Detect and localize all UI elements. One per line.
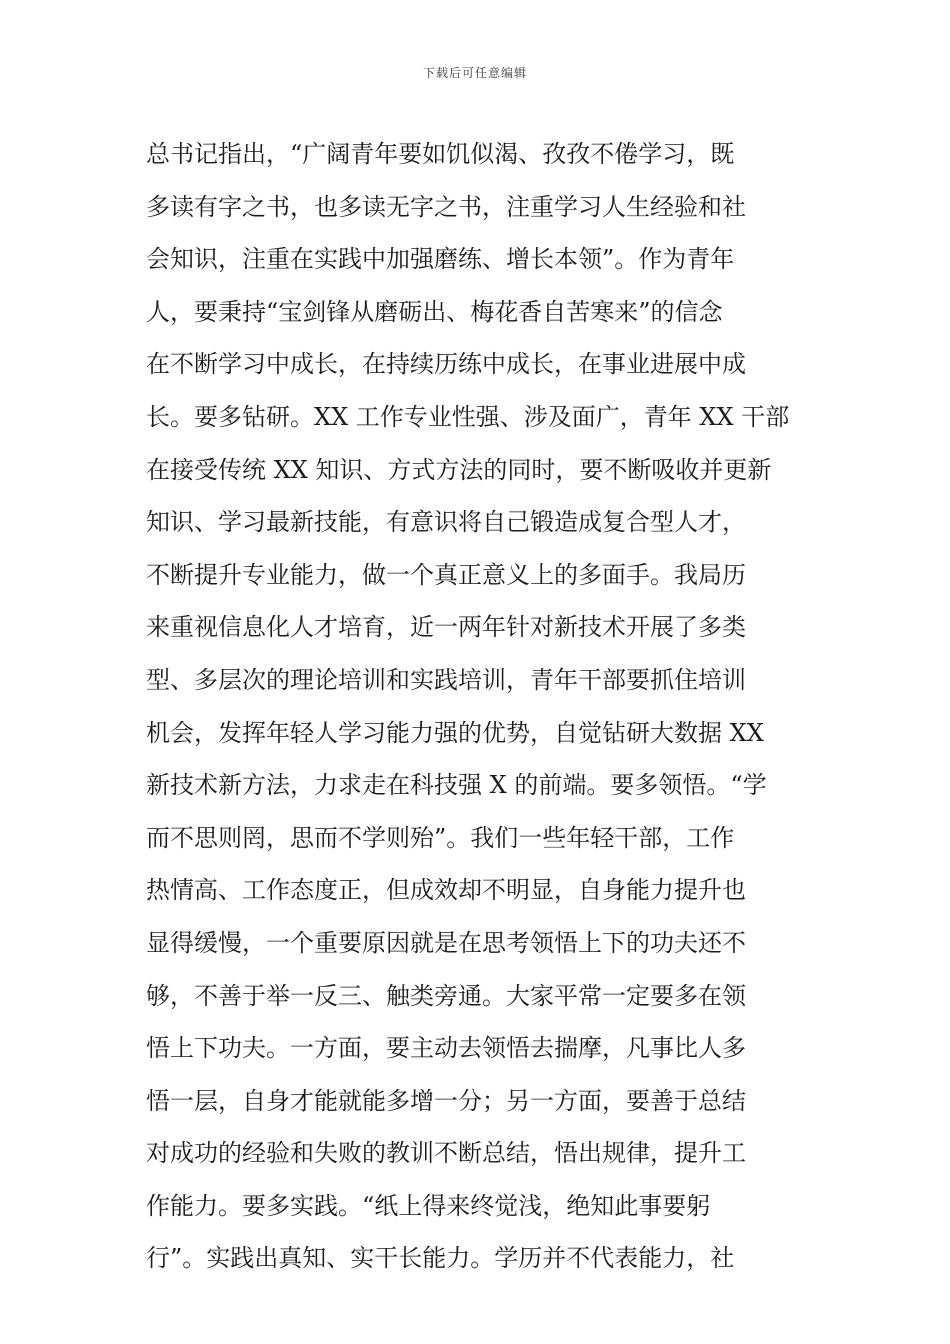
text-line: 而不思则罔，思而不学则殆”。我们一些年轻干部，工作 [146,823,735,852]
text-line: 会知识，注重在实践中加强磨练、增长本领”。作为青年 [146,245,735,274]
text-line: 型、多层次的理论培训和实践培训，青年干部要抓住培训 [146,665,746,694]
text-line: 来重视信息化人才培育，近一两年针对新技术开展了多类 [146,613,746,642]
text-line: 悟一层，自身才能就能多增一分；另一方面，要善于总结 [146,1086,746,1115]
text-line: 够，不善于举一反三、触类旁通。大家平常一定要多在领 [146,981,746,1010]
text-line: 不断提升专业能力，做一个真正意义上的多面手。我局历 [146,560,746,589]
text-line: 作能力。要多实践。“纸上得来终觉浅，绝知此事要躬 [146,1191,711,1220]
text-line: 人，要秉持“宝剑锋从磨砺出、梅花香自苦寒来”的信念 [146,297,723,326]
text-line: 在不断学习中成长，在持续历练中成长，在事业进展中成 [146,350,746,379]
text-line: 悟上下功夫。一方面，要主动去领悟去揣摩，凡事比人多 [146,1034,746,1063]
text-line: 机会，发挥年轻人学习能力强的优势，自觉钻研大数据 XX [146,718,764,747]
text-line: 总书记指出，“广阔青年要如饥似渴、孜孜不倦学习，既 [146,140,735,168]
text-line: 长。要多钻研。XX 工作专业性强、涉及面广，青年 XX 干部 [146,402,790,431]
page-header-caption: 下载后可任意编辑 [422,66,527,80]
text-line: 知识、学习最新技能，有意识将自己锻造成复合型人才， [146,508,746,537]
text-line: 在接受传统 XX 知识、方式方法的同时，要不断吸收并更新 [146,455,772,484]
text-line: 显得缓慢，一个重要原因就是在思考领悟上下的功夫还不 [146,928,746,957]
body-text [146,128,808,1285]
text-line: 新技术新方法，力求走在科技强 X 的前端。要多领悟。“学 [146,771,767,800]
text-line: 热情高、工作态度正，但成效却不明显，自身能力提升也 [146,876,746,905]
text-line: 多读有字之书，也多读无字之书，注重学习人生经验和社 [146,192,746,221]
text-line: 对成功的经验和失败的教训不断总结，悟出规律，提升工 [146,1139,746,1168]
text-line: 行”。实践出真知、实干长能力。学历并不代表能力，社 [146,1244,735,1273]
